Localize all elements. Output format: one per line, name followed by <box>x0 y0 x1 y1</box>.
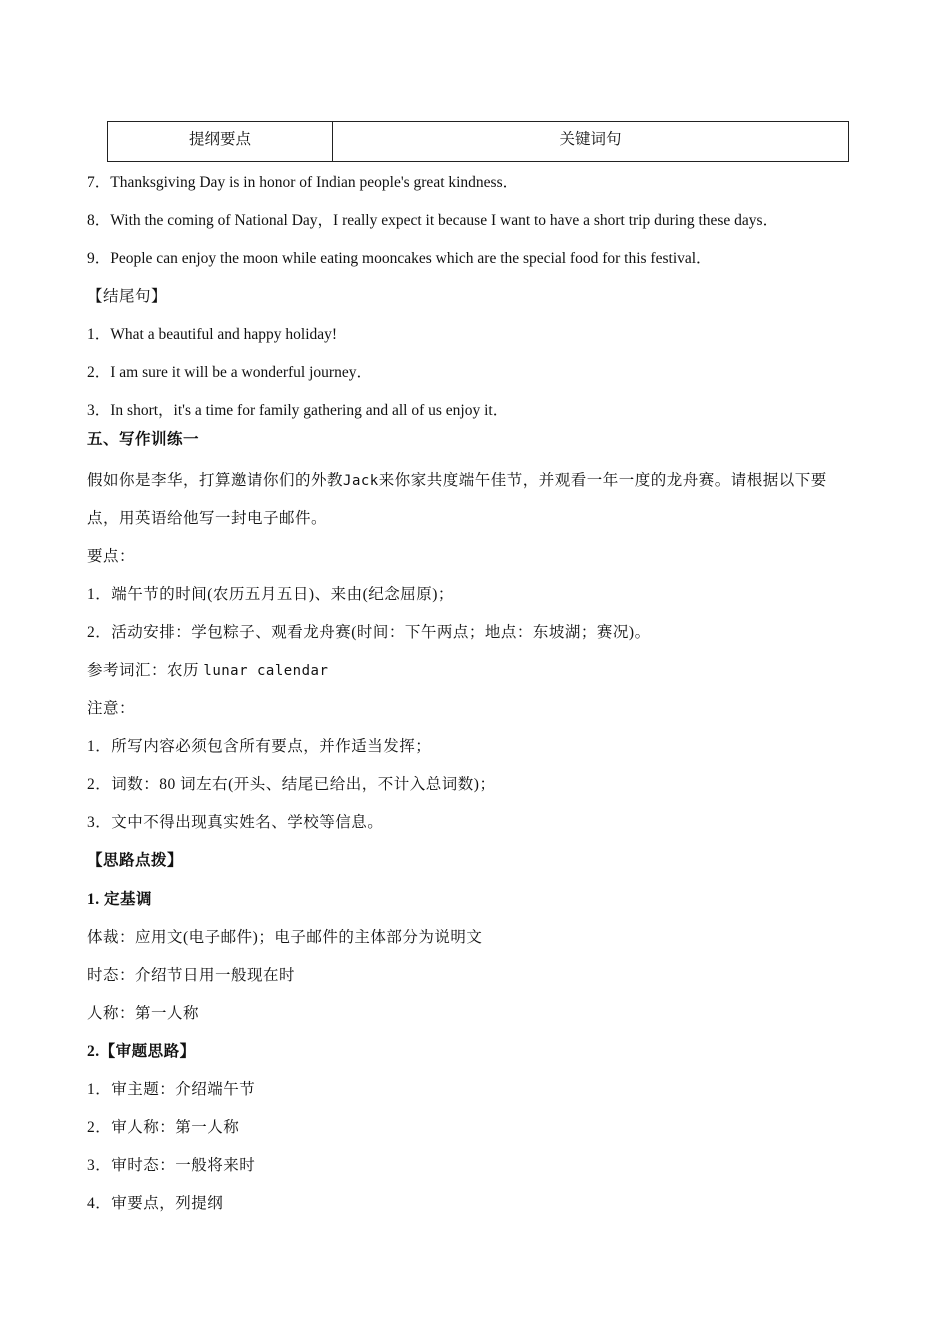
exercise-prompt-line2: 点，用英语给他写一封电子邮件。 <box>87 510 328 527</box>
outline-table <box>107 121 849 162</box>
vocab-line <box>87 661 328 681</box>
ending-item-2: 2．I am sure it will be a wonderful journey． <box>87 364 372 381</box>
vocab-label: 参考词汇：农历 <box>87 662 200 679</box>
guide-heading: 【思路点拨】 <box>87 852 184 869</box>
guide-person: 人称：第一人称 <box>87 1005 200 1022</box>
vocab-term: lunar calendar <box>203 663 329 679</box>
exercise-heading: 五、写作训练一 <box>87 431 200 448</box>
prompt-text-a: 假如你是李华，打算邀请你们的外教 <box>87 472 344 489</box>
guide-step-1: 1．审主题：介绍端午节 <box>87 1081 256 1098</box>
guide-sub2: 2.【审题思路】 <box>87 1043 196 1060</box>
note-1: 1．所写内容必须包含所有要点，并作适当发挥； <box>87 738 432 755</box>
sentence-9: 9．People can enjoy the moon while eating mooncakes which are the special food for this festival． <box>87 250 712 267</box>
point-2: 2．活动安排：学包粽子、观看龙舟赛(时间：下午两点；地点：东坡湖；赛况)。 <box>87 624 651 641</box>
prompt-text-c: 来你家共度端午佳节，并观看一年一度的龙舟赛。请根据以下要 <box>378 472 827 489</box>
notes-label: 注意： <box>87 700 136 717</box>
note-2: 2．词数：80 词左右(开头、结尾已给出，不计入总词数)； <box>87 776 496 793</box>
table-header-outline: 提纲要点 <box>108 122 333 161</box>
guide-sub1: 1. 定基调 <box>87 891 153 908</box>
guide-genre: 体裁：应用文(电子邮件)；电子邮件的主体部分为说明文 <box>87 929 483 946</box>
note-3: 3．文中不得出现真实姓名、学校等信息。 <box>87 814 384 831</box>
table-header-keywords: 关键词句 <box>559 130 622 148</box>
sentence-7: 7．Thanksgiving Day is in honor of Indian people's great kindness． <box>87 174 519 191</box>
point-1: 1．端午节的时间(农历五月五日)、来由(纪念屈原)； <box>87 586 454 603</box>
prompt-name-jack: Jack <box>343 473 379 489</box>
ending-heading: 【结尾句】 <box>87 288 168 305</box>
ending-item-3: 3．In short，it's a time for family gathering and all of us enjoy it． <box>87 402 509 419</box>
guide-tense: 时态：介绍节日用一般现在时 <box>87 967 296 984</box>
exercise-prompt-line1 <box>87 471 827 491</box>
guide-step-2: 2．审人称：第一人称 <box>87 1119 240 1136</box>
guide-step-3: 3．审时态：一般将来时 <box>87 1157 256 1174</box>
ending-item-1: 1．What a beautiful and happy holiday! <box>87 326 338 343</box>
points-label: 要点： <box>87 548 136 565</box>
guide-step-4: 4．审要点，列提纲 <box>87 1195 224 1212</box>
sentence-8: 8．With the coming of National Day，I really expect it because I want to have a short trip during these days． <box>87 212 779 229</box>
